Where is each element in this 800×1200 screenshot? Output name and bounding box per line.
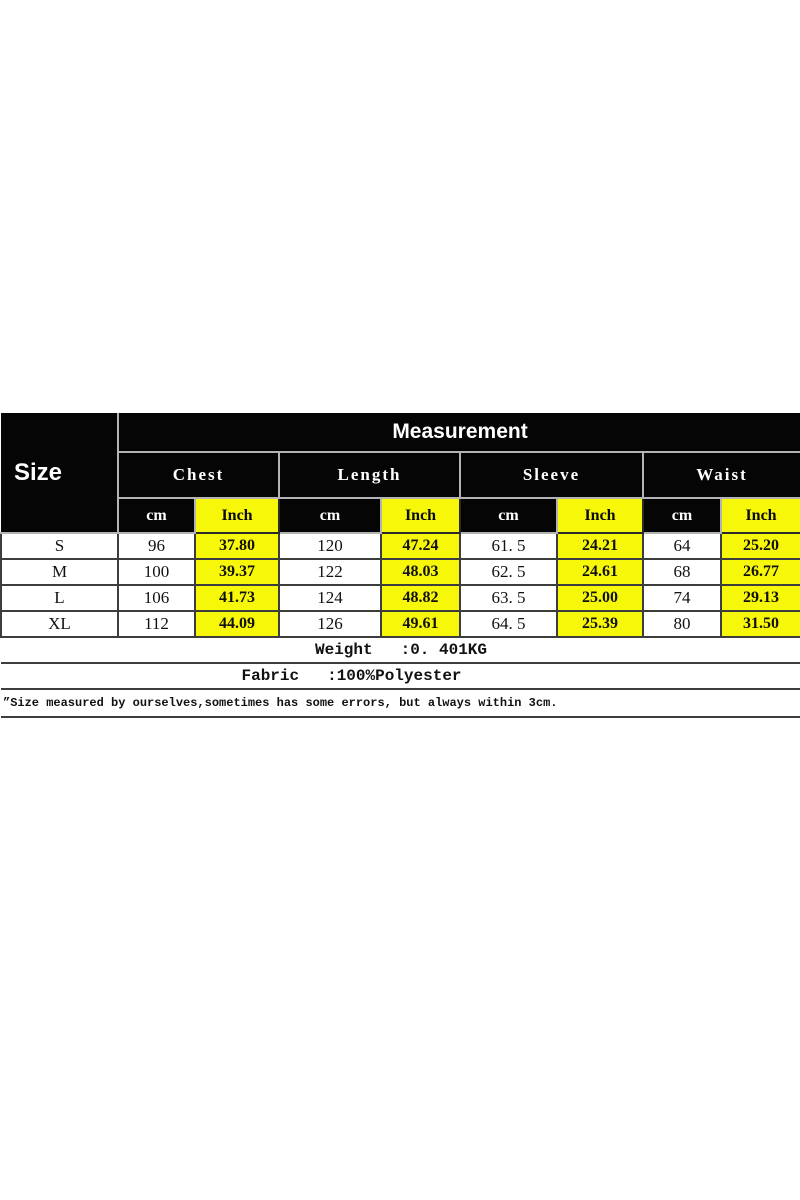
chest-group-header: Chest bbox=[118, 452, 279, 498]
chest-inch: 44.09 bbox=[195, 611, 279, 637]
size-header: Size bbox=[1, 413, 118, 533]
waist-inch-header: Inch bbox=[721, 498, 800, 533]
sleeve-cm: 61. 5 bbox=[460, 533, 557, 559]
chest-inch: 41.73 bbox=[195, 585, 279, 611]
weight-row bbox=[1, 637, 800, 663]
waist-cm: 74 bbox=[643, 585, 721, 611]
waist-cm: 64 bbox=[643, 533, 721, 559]
waist-cm: 80 bbox=[643, 611, 721, 637]
size-row-xl bbox=[1, 611, 800, 637]
measurement-header: Measurement bbox=[118, 413, 800, 452]
fabric-cell bbox=[1, 663, 800, 689]
length-inch: 48.03 bbox=[381, 559, 460, 585]
chest-cm: 100 bbox=[118, 559, 195, 585]
weight-value: :0. 401KG bbox=[400, 641, 488, 659]
size-chart-table bbox=[0, 413, 800, 718]
size-value: XL bbox=[1, 611, 118, 637]
size-row-l bbox=[1, 585, 800, 611]
chest-cm: 112 bbox=[118, 611, 195, 637]
length-cm: 120 bbox=[279, 533, 381, 559]
size-value: L bbox=[1, 585, 118, 611]
length-cm: 126 bbox=[279, 611, 381, 637]
length-inch: 47.24 bbox=[381, 533, 460, 559]
length-group-header: Length bbox=[279, 452, 460, 498]
length-cm: 122 bbox=[279, 559, 381, 585]
waist-inch: 25.20 bbox=[721, 533, 800, 559]
waist-inch: 31.50 bbox=[721, 611, 800, 637]
waist-cm: 68 bbox=[643, 559, 721, 585]
chest-inch: 37.80 bbox=[195, 533, 279, 559]
chest-inch-header: Inch bbox=[195, 498, 279, 533]
chest-cm: 106 bbox=[118, 585, 195, 611]
header-row-units bbox=[1, 498, 800, 533]
chest-cm-header: cm bbox=[118, 498, 195, 533]
sleeve-inch: 25.39 bbox=[557, 611, 643, 637]
length-inch-header: Inch bbox=[381, 498, 460, 533]
waist-inch: 29.13 bbox=[721, 585, 800, 611]
weight-cell bbox=[1, 637, 800, 663]
size-row-m bbox=[1, 559, 800, 585]
sleeve-inch: 24.21 bbox=[557, 533, 643, 559]
fabric-row bbox=[1, 663, 800, 689]
weight-label: Weight bbox=[314, 641, 373, 659]
fabric-value: :100%Polyester bbox=[327, 667, 462, 685]
note-cell: ”Size measured by ourselves,sometimes has some errors, but always within 3cm. bbox=[1, 689, 800, 717]
length-cm: 124 bbox=[279, 585, 381, 611]
sleeve-inch: 24.61 bbox=[557, 559, 643, 585]
header-row-measurement bbox=[1, 413, 800, 452]
waist-inch: 26.77 bbox=[721, 559, 800, 585]
size-row-s bbox=[1, 533, 800, 559]
length-cm-header: cm bbox=[279, 498, 381, 533]
sleeve-cm: 62. 5 bbox=[460, 559, 557, 585]
header-row-groups bbox=[1, 452, 800, 498]
length-inch: 49.61 bbox=[381, 611, 460, 637]
size-value: M bbox=[1, 559, 118, 585]
sleeve-group-header: Sleeve bbox=[460, 452, 643, 498]
sleeve-inch-header: Inch bbox=[557, 498, 643, 533]
note-row bbox=[1, 689, 800, 717]
sleeve-inch: 25.00 bbox=[557, 585, 643, 611]
waist-group-header: Waist bbox=[643, 452, 800, 498]
sleeve-cm: 63. 5 bbox=[460, 585, 557, 611]
size-value: S bbox=[1, 533, 118, 559]
length-inch: 48.82 bbox=[381, 585, 460, 611]
chest-inch: 39.37 bbox=[195, 559, 279, 585]
chest-cm: 96 bbox=[118, 533, 195, 559]
fabric-label: Fabric bbox=[241, 667, 300, 685]
sleeve-cm-header: cm bbox=[460, 498, 557, 533]
waist-cm-header: cm bbox=[643, 498, 721, 533]
sleeve-cm: 64. 5 bbox=[460, 611, 557, 637]
